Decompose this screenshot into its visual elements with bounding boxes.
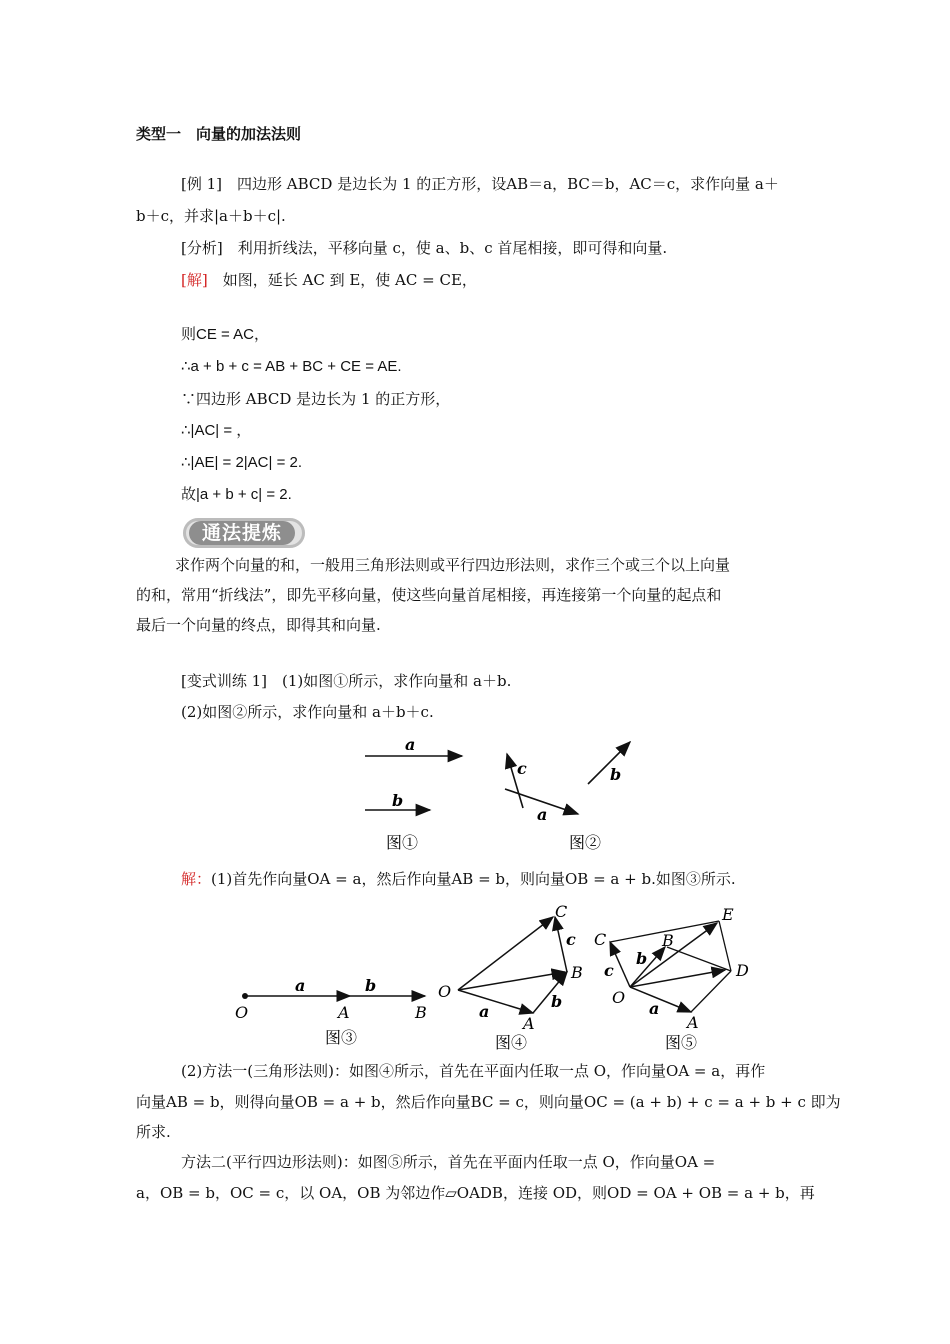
label-b-fig2: b: [610, 765, 622, 784]
label-a-fig3: a: [295, 976, 306, 995]
label-c-fig5: c: [604, 961, 614, 980]
solution-text: 如图，延长 AC 到 E，使 AC = CE，: [207, 271, 477, 289]
answer-line: [181, 869, 736, 889]
label-c-point-fig5: C: [594, 930, 607, 949]
method-badge-text: 通法提炼: [189, 521, 295, 545]
label-b-fig5: b: [636, 949, 648, 968]
method-text-line: 求作两个向量的和，一般用三角形法则或平行四边形法则，求作三个或三个以上向量: [160, 556, 731, 574]
answer-text: (1)首先作向量OA = a，然后作向量AB = b，则向量OB = a + b.如图③所示.: [211, 870, 736, 888]
label-b-point-fig5: B: [662, 931, 674, 950]
segment-bd-fig5: [667, 947, 731, 971]
exercise-line-2: (2)如图②所示，求作向量和 a＋b＋c.: [181, 703, 434, 721]
method-text-line: 最后一个向量的终点，即得其和向量.: [136, 616, 381, 634]
caption-fig4: 图④: [495, 1033, 528, 1052]
example-line-1: [例 1] 四边形 ABCD 是边长为 1 的正方形，设AB＝a，BC＝b，AC＝c，求作向量 a＋: [181, 175, 779, 193]
figure-1-2: [350, 730, 650, 860]
example-line-2: b＋c，并求|a＋b＋c|.: [136, 207, 286, 225]
label-a-point-fig5: A: [687, 1013, 699, 1032]
analysis-label: [分析]: [181, 239, 223, 257]
label-b-point-fig3: B: [415, 1003, 427, 1022]
method-badge: [183, 518, 305, 548]
label-b-point-fig4: B: [571, 963, 583, 982]
vector-oa-fig4: [458, 990, 533, 1013]
exercise-line-1: [变式训练 1] (1)如图①所示，求作向量和 a＋b.: [181, 672, 512, 690]
label-o-fig3: O: [235, 1003, 249, 1022]
solution-step: ∴a + b + c = AB + BC + CE = AE.: [181, 358, 402, 375]
label-a-point-fig4: A: [523, 1014, 535, 1033]
label-a-fig1: a: [405, 735, 416, 754]
label-o-fig5: O: [612, 988, 626, 1007]
solution-intro: [181, 270, 477, 290]
label-c-fig4: c: [566, 930, 576, 949]
method2-line: 方法二(平行四边形法则)：如图⑤所示，首先在平面内任取一点 O，作向量OA =: [181, 1153, 716, 1171]
answer-label: 解：: [181, 870, 212, 888]
caption-fig3: 图③: [325, 1028, 358, 1047]
caption-fig5: 图⑤: [665, 1033, 698, 1052]
label-b-fig1: b: [392, 791, 404, 810]
vector-oc-fig4: [458, 917, 553, 990]
vector-b-fig2: [588, 742, 630, 784]
solution-step: ∴|AE| = 2|AC| = 2.: [181, 454, 303, 471]
label-b-fig4: b: [551, 992, 563, 1011]
caption-fig1: 图①: [386, 833, 419, 852]
solution-step: 则CE = AC，: [181, 326, 269, 343]
caption-fig2: 图②: [569, 833, 602, 852]
label-a-fig2: a: [537, 805, 548, 824]
method-text-line: 的和，常用“折线法”，即先平移向量，使这些向量首尾相接，再连接第一个向量的起点和: [136, 586, 722, 604]
label-e-point-fig5: E: [722, 905, 734, 924]
section-title: 类型一 向量的加法法则: [136, 125, 302, 143]
method1-line: (2)方法一(三角形法则)：如图④所示，首先在平面内任取一点 O，作向量OA = a，再作: [181, 1062, 766, 1080]
label-d-point-fig5: D: [736, 961, 749, 980]
solution-step: 故|a + b + c| = 2.: [181, 486, 292, 503]
label-c-fig2: c: [517, 759, 527, 778]
solution-step: ∴|AC| = ，: [181, 422, 252, 439]
solution-label: [解]: [181, 271, 208, 289]
vector-od-fig5: [630, 970, 725, 987]
method1-line: 所求.: [136, 1123, 171, 1141]
label-a-fig5: a: [649, 999, 660, 1018]
analysis: [181, 238, 667, 258]
label-a-fig4: a: [479, 1002, 490, 1021]
label-b-fig3: b: [365, 976, 377, 995]
label-a-point-fig3: A: [338, 1003, 350, 1022]
vector-ob-fig4: [458, 972, 565, 990]
vector-oa-fig5: [630, 987, 691, 1012]
label-o-fig4: O: [438, 982, 452, 1001]
method1-line: 向量AB = b，则得向量OB = a + b，然后作向量BC = c，则向量OC = (a + b) + c = a + b + c 即为: [136, 1093, 841, 1111]
solution-step: ∵四边形 ABCD 是边长为 1 的正方形，: [181, 390, 451, 408]
analysis-text: 利用折线法，平移向量 c，使 a、b、c 首尾相接，即可得和向量.: [222, 239, 668, 257]
method2-line: a，OB = b，OC = c，以 OA，OB 为邻边作▱OADB，连接 OD，则OD = OA + OB = a + b，再: [136, 1184, 815, 1202]
segment-ed-fig5: [719, 921, 731, 971]
segment-ad-fig5: [691, 971, 731, 1012]
figure-3-4-5: [225, 895, 765, 1055]
label-c-point-fig4: C: [555, 902, 568, 921]
